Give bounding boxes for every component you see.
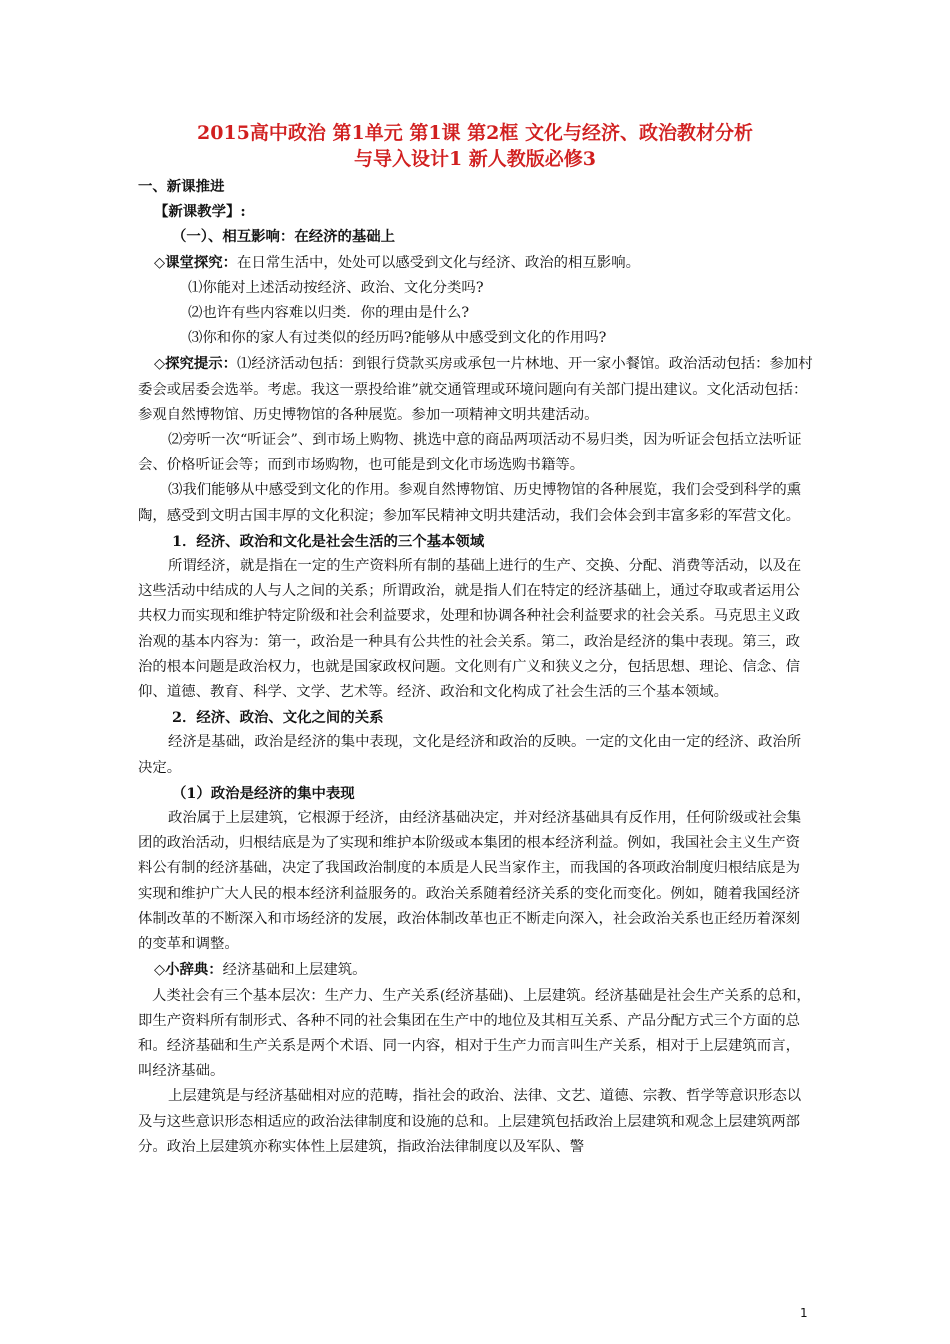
section-2-title: 2．经济、政治、文化之间的关系 xyxy=(172,709,384,727)
dictionary-paragraph xyxy=(138,957,814,983)
section-2-text: 经济是基础，政治是经济的集中表现，文化是经济和政治的反映。一定的文化由一定的经济、政治所决定。 xyxy=(138,734,802,776)
question-2: ⑵也许有些内容难以归类．你的理由是什么? xyxy=(188,305,470,322)
heading-section-1: （一）、相互影响：在经济的基础上 xyxy=(172,228,396,246)
hint-paragraph xyxy=(138,351,814,428)
inquiry-paragraph xyxy=(138,250,814,276)
dictionary-label: ◇小辞典： xyxy=(154,961,223,979)
section-1-text: 所谓经济，就是指在一定的生产资料所有制的基础上进行的生产、交换、分配、消费等活动，以及在这些活动中结成的人与人之间的关系；所谓政治，就是指人们在特定的经济基础上，通过夺取或者运用公共权力而实现和维护特定阶级和社会利益要求，处理和协调各种社会利益要求的社会关系。马克思主义政治观的基本内容为：第一，政治是一种具有公共性的社会关系。第二，政治是经济的集中表现。第三，政治的根本问题是政治权力，也就是国家政权问题。文化则有广义和狭义之分，包括思想、理论、信念、信仰、道德、教育、科学、文学、艺术等。经济、政治和文化构成了社会生活的三个基本领域。 xyxy=(138,558,802,701)
inquiry-label: ◇课堂探究： xyxy=(154,253,238,271)
heading-new-lesson: 一、新课推进 xyxy=(138,178,225,195)
document-body xyxy=(138,174,814,1160)
hint-text: ⑴经济活动包括：到银行贷款买房或承包一片林地、开一家小餐馆。政治活动包括：参加村委会或居委会选举。考虑。我这一票投给谁”就交通管理或环境问题向有关部门提出建议。文化活动包括：参观自然博物馆、历史博物馆的各种展览。参加一项精神文明共建活动。 xyxy=(138,356,813,423)
dictionary-text: 经济基础和上层建筑。 xyxy=(222,962,367,979)
dictionary-paragraph-2: 上层建筑是与经济基础相对应的范畴，指社会的政治、法律、文艺、道德、宗教、哲学等意识形态以及与这些意识形态相适应的政治法律制度和设施的总和。上层建筑包括政治上层建筑和观念上层建筑两部分。政治上层建筑亦称实体性上层建筑，指政治法律制度以及军队、警 xyxy=(138,1088,802,1155)
title-line-1: 2015高中政治 第1单元 第1课 第2框 文化与经济、政治教材分析 xyxy=(196,122,753,144)
question-3: ⑶你和你的家人有过类似的经历吗?能够从中感受到文化的作用吗? xyxy=(188,330,607,347)
heading-teaching: 【新课教学】: xyxy=(154,203,246,221)
inquiry-text: 在日常生活中，处处可以感受到文化与经济、政治的相互影响。 xyxy=(237,254,640,271)
title-line-2: 与导入设计1 新人教版必修3 xyxy=(353,148,597,170)
document-title xyxy=(130,120,820,172)
page-number: 1 xyxy=(800,1306,808,1320)
dictionary-paragraph-1: 人类社会有三个基本层次：生产力、生产关系(经济基础)、上层建筑。经济基础是社会生产关系的总和，即生产资料所有制形式、各种不同的社会集团在生产中的地位及其相互关系、产品分配方式三个方面的总和。经济基础和生产关系是两个术语、同一内容，相对于生产力而言叫生产关系，相对于上层建筑而言，叫经济基础。 xyxy=(138,987,811,1080)
section-1-title: 1．经济、政治和文化是社会生活的三个基本领域 xyxy=(172,532,485,550)
hint-paragraph-2: ⑵旁听一次“听证会”、到市场上购物、挑选中意的商品两项活动不易归类，因为听证会包括立法听证会、价格听证会等；而到市场购物，也可能是到文化市场选购书籍等。 xyxy=(138,432,802,474)
section-2-1-title: （1）政治是经济的集中表现 xyxy=(172,784,355,802)
hint-paragraph-3: ⑶我们能够从中感受到文化的作用。参观自然博物馆、历史博物馆的各种展览，我们会受到科学的熏陶，感受到文明古国丰厚的文化积淀；参加军民精神文明共建活动，我们会体会到丰富多彩的军营文化。 xyxy=(138,482,802,524)
hint-label: ◇探究提示： xyxy=(154,355,238,373)
section-2-1-text: 政治属于上层建筑，它根源于经济，由经济基础决定，并对经济基础具有反作用，任何阶级或社会集团的政治活动，归根结底是为了实现和维护本阶级或本集团的根本经济利益。例如，我国社会主义生产资料公有制的经济基础，决定了我国政治制度的本质是人民当家作主，而我国的各项政治制度归根结底是为实现和维护广大人民的根本经济利益服务的。政治关系随着经济关系的变化而变化。例如，随着我国经济体制改革的不断深入和市场经济的发展，政治体制改革也正不断走向深入，社会政治关系也正经历着深刻的变革和调整。 xyxy=(138,810,802,953)
question-1: ⑴你能对上述活动按经济、政治、文化分类吗? xyxy=(188,279,484,296)
